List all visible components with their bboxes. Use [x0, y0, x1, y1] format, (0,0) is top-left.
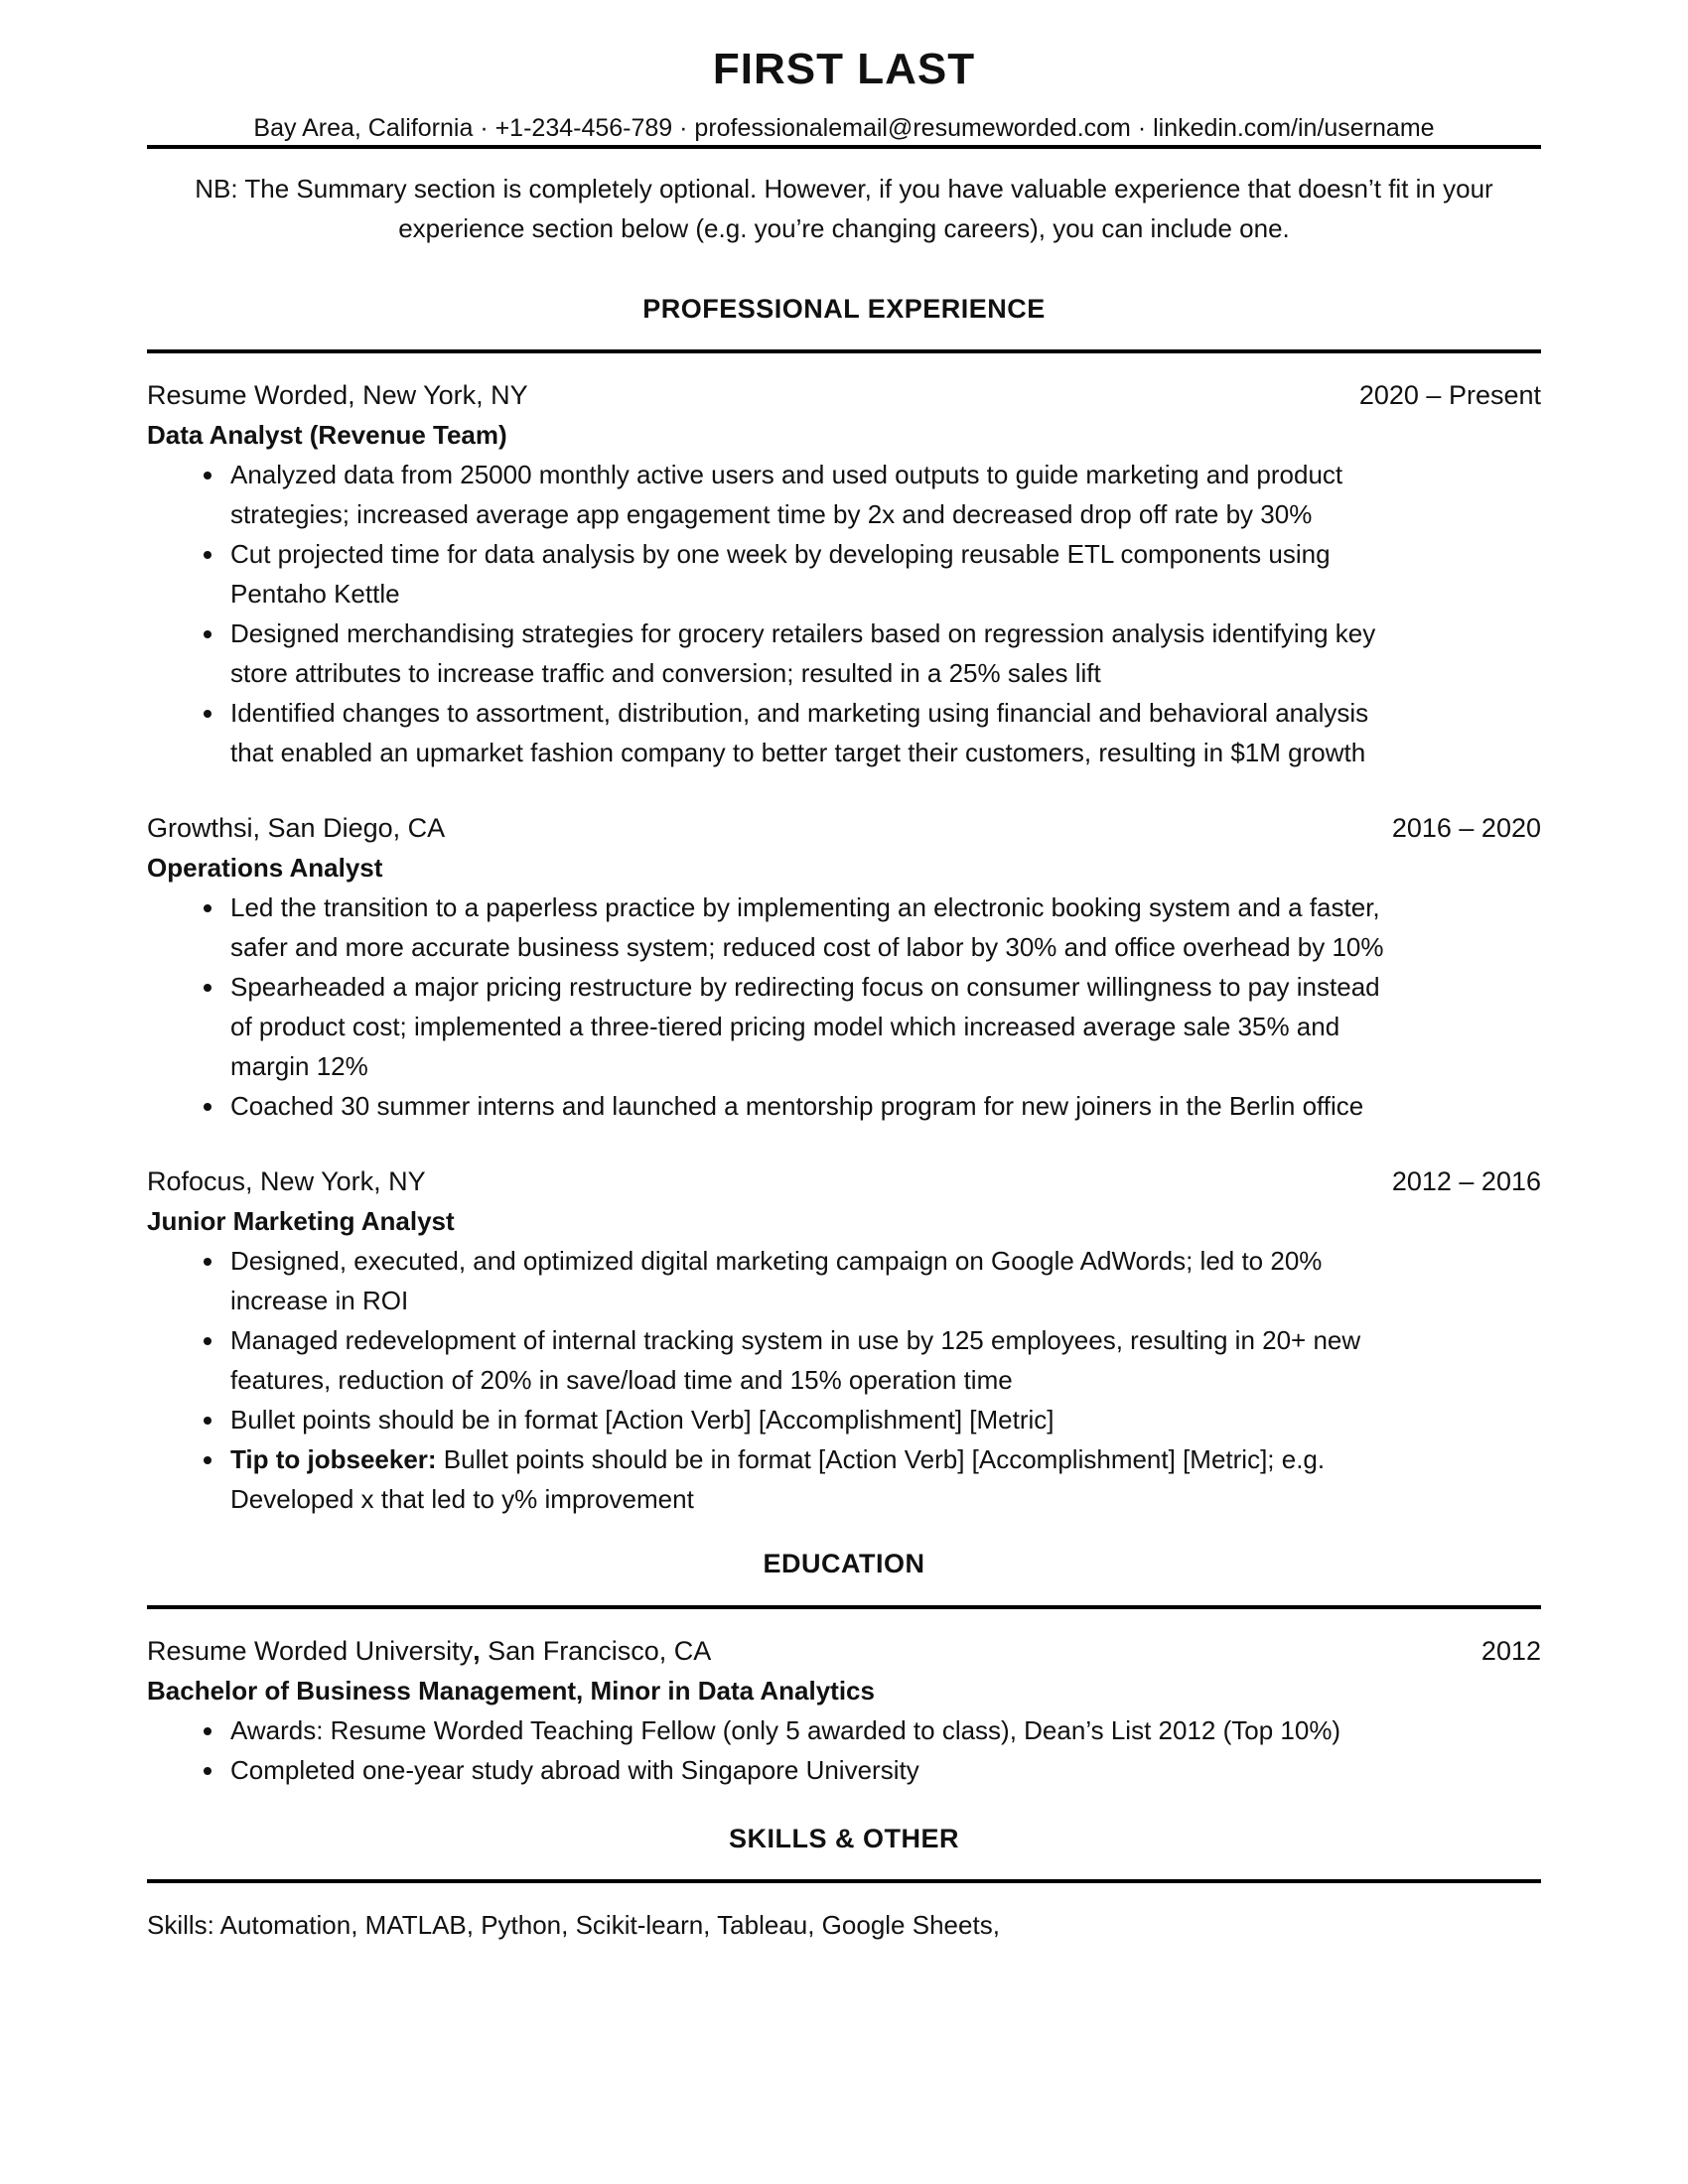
job-dates: 2020 – Present — [1358, 380, 1541, 411]
section-experience — [147, 290, 1541, 1519]
bullet-item: • Tip to jobseeker: Bullet points should be in format [Action Verb] [Accomplishment] [Metric]; e.g. Developed x that led to y% improvement — [226, 1439, 1392, 1519]
education-header-row — [147, 1631, 1541, 1671]
bullet-item: • Identified changes to assortment, distribution, and marketing using financial and behavioral analysis that enabled an upmarket fashion company to better target their customers, resulting in $1M growth — [226, 693, 1392, 772]
skills-divider — [147, 1879, 1541, 1883]
degree-title: Bachelor of Business Management, Minor in Data Analytics — [147, 1675, 875, 1706]
job-header-row — [147, 375, 1541, 415]
job-block — [147, 808, 1541, 1126]
education-bullets — [147, 1710, 1541, 1790]
job-bullets — [147, 1241, 1541, 1519]
job-company: Growthsi, San Diego, CA — [147, 813, 446, 844]
jobs-list — [147, 375, 1541, 1519]
job-title: Junior Marketing Analyst — [147, 1206, 455, 1237]
skills-line: Skills: Automation, MATLAB, Python, Scikit-learn, Tableau, Google Sheets, — [147, 1910, 1000, 1941]
bullet-item: • Managed redevelopment of internal tracking system in use by 125 employees, resulting in 20+ new features, reduction of 20% in save/load time and 15% operation time — [226, 1320, 1392, 1400]
education-dates: 2012 — [1480, 1635, 1541, 1666]
school-comma: , — [473, 1635, 481, 1666]
school-name: Resume Worded University — [147, 1635, 474, 1666]
bullet-item: • Designed, executed, and optimized digital marketing campaign on Google AdWords; led to 20% increase in ROI — [226, 1241, 1392, 1320]
education-divider — [147, 1605, 1541, 1609]
section-skills — [147, 1820, 1541, 1945]
job-dates: 2016 – 2020 — [1391, 813, 1541, 844]
bullet-lead: Tip to jobseeker: — [230, 1444, 437, 1475]
job-dates: 2012 – 2016 — [1391, 1166, 1541, 1197]
job-block — [147, 375, 1541, 772]
bullet-item: • Designed merchandising strategies for grocery retailers based on regression analysis identifying key store attributes to increase traffic and conversion; resulted in a 25% sales lift — [226, 614, 1392, 693]
job-header-row — [147, 808, 1541, 848]
resume-header — [147, 42, 1541, 149]
job-company: Resume Worded, New York, NY — [147, 380, 528, 411]
job-bullets — [147, 887, 1541, 1126]
bullet-item: • Bullet points should be in format [Action Verb] [Accomplishment] [Metric] — [226, 1400, 1392, 1439]
candidate-name: FIRST LAST — [712, 45, 976, 93]
bullet-item: • Led the transition to a paperless practice by implementing an electronic booking system and a faster, safer and more accurate business system; reduced cost of labor by 30% and office overhead by 10% — [226, 887, 1392, 967]
job-bullets — [147, 455, 1541, 772]
education-body — [147, 1631, 1541, 1790]
bullet-item: • Completed one-year study abroad with Singapore University — [226, 1750, 1392, 1790]
bullet-item: • Awards: Resume Worded Teaching Fellow (only 5 awarded to class), Dean’s List 2012 (Top 10%) — [226, 1710, 1392, 1750]
bullet-item: • Analyzed data from 25000 monthly active users and used outputs to guide marketing and product strategies; increased average app engagement time by 2x and decreased drop off rate by 30% — [226, 455, 1392, 534]
bullet-item: • Cut projected time for data analysis by one week by developing reusable ETL components using Pentaho Kettle — [226, 534, 1392, 614]
job-block — [147, 1161, 1541, 1519]
education-heading: EDUCATION — [763, 1549, 925, 1579]
job-title: Data Analyst (Revenue Team) — [147, 420, 507, 451]
experience-heading: PROFESSIONAL EXPERIENCE — [642, 294, 1046, 324]
job-header-row — [147, 1161, 1541, 1201]
job-company: Rofocus, New York, NY — [147, 1166, 426, 1197]
school-line — [147, 1631, 711, 1671]
experience-divider — [147, 349, 1541, 353]
skills-heading: SKILLS & OTHER — [728, 1823, 959, 1853]
job-title: Operations Analyst — [147, 853, 383, 884]
contact-line: Bay Area, California · +1-234-456-789 · professionalemail@resumeworded.com · linkedin.com/in/username — [253, 114, 1435, 142]
section-education — [147, 1545, 1541, 1789]
school-location: San Francisco, CA — [488, 1635, 712, 1666]
bullet-item: • Coached 30 summer interns and launched a mentorship program for new joiners in the Berlin office — [226, 1086, 1392, 1126]
bullet-item: • Spearheaded a major pricing restructure by redirecting focus on consumer willingness to pay instead of product cost; implemented a three-tiered pricing model which increased average sale 35% and margin 12% — [226, 967, 1392, 1086]
header-divider — [147, 145, 1541, 149]
summary-note: NB: The Summary section is completely optional. However, if you have valuable experience that doesn’t fit in your experience section below (e.g. you’re changing careers), you can include one. — [195, 174, 1493, 243]
